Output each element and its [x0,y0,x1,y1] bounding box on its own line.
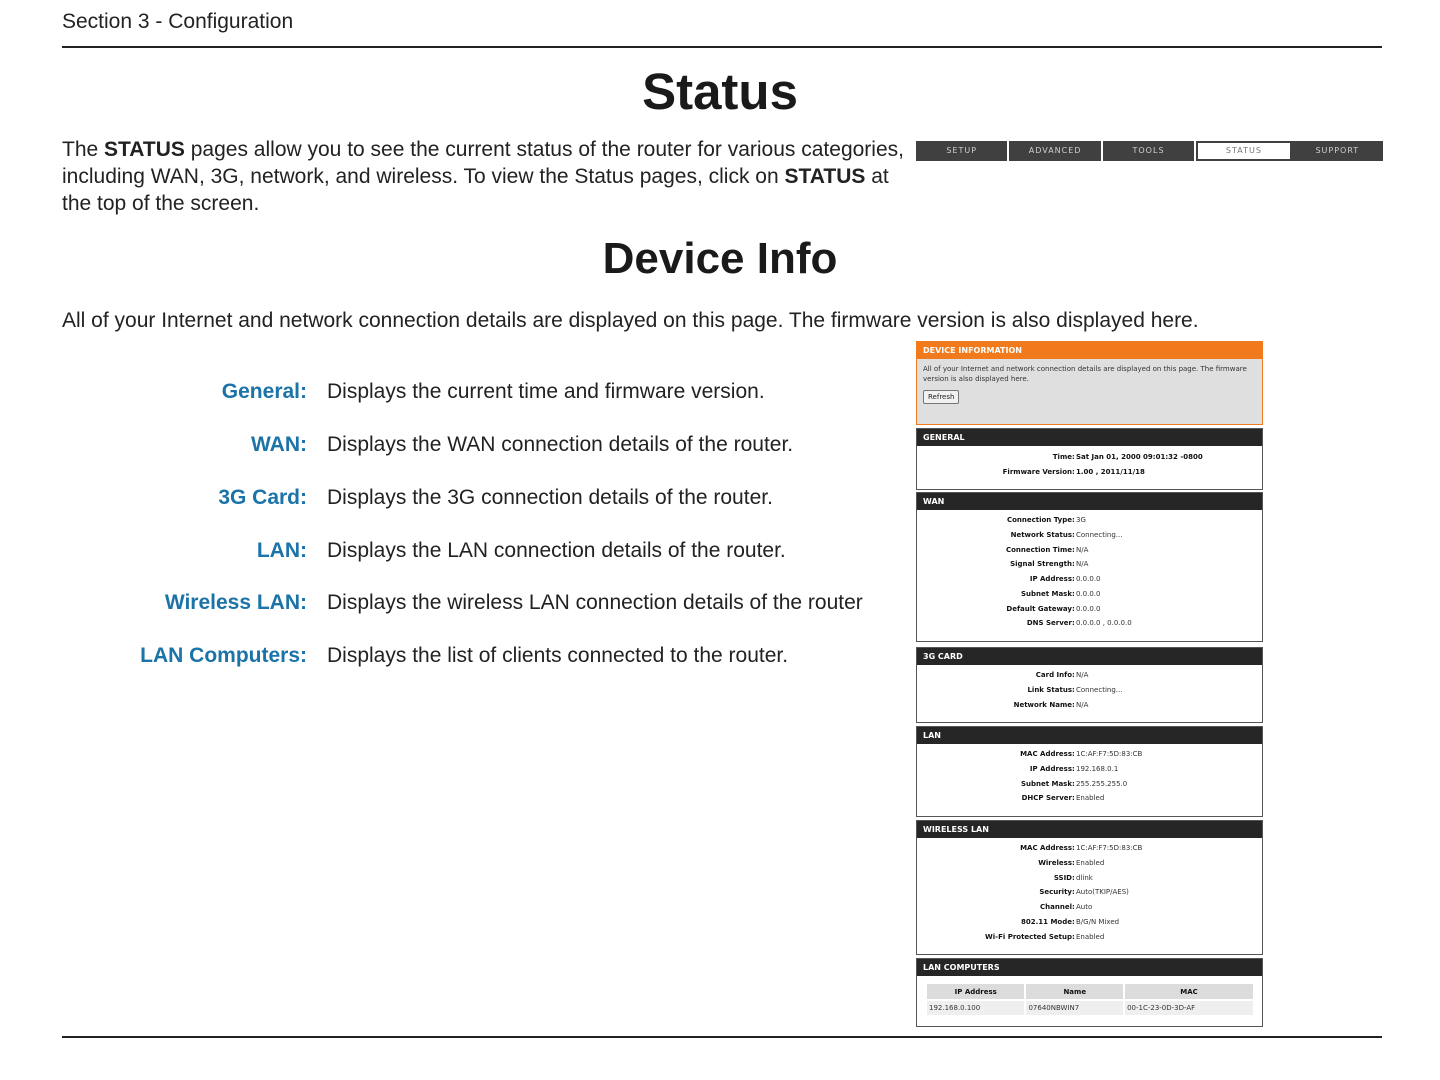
box-title: WIRELESS LAN [917,821,1262,838]
tab-support[interactable]: SUPPORT [1315,146,1360,155]
kv-key: Security [1039,888,1072,897]
kv-value: Enabled [1076,932,1105,941]
intro-bold-2: STATUS [784,165,866,188]
definition-desc: Displays the current time and firmware version. [327,380,765,403]
kv-row: Wireless : Enabled [917,856,1262,871]
wan-box [916,492,1263,642]
definition-wireless-lan [0,591,900,621]
box-title: LAN COMPUTERS [917,959,1262,976]
kv-value: Sat Jan 01, 2000 09:01:32 -0800 [1076,453,1203,461]
tab-tools[interactable]: TOOLS [1103,141,1196,161]
lan-computers-box [916,958,1263,1027]
kv-key: Connection Time [1005,545,1072,554]
lan-computers-table [925,982,1255,1017]
kv-value: 0.0.0.0 , 0.0.0.0 [1076,619,1132,628]
definition-lan [0,539,900,569]
kv-row: MAC Address : 1C:AF:F7:5D:83:CB [917,841,1262,856]
device-info-intro: All of your Internet and network connection details are displayed on this page. The firmware version is also displayed here. [62,309,1199,332]
kv-row: Card Info : N/A [917,668,1262,683]
kv-value: N/A [1076,545,1089,554]
3g-card-box [916,647,1263,723]
table-cell: 00-1C-23-0D-3D-AF [1125,1001,1253,1015]
kv-value: 0.0.0.0 [1076,575,1101,583]
kv-row: Network Status : Connecting... [917,528,1262,543]
column-header: IP Address [927,984,1024,999]
device-information-text: All of your Internet and network connection details are displayed on this page. The firmware version is also displayed here. [923,365,1247,383]
intro-text-1: The [62,138,105,161]
kv-row: Wi-Fi Protected Setup : Enabled [917,930,1262,945]
kv-value: Auto(TKIP/AES) [1076,888,1129,897]
definition-3g-card [0,486,900,516]
definition-lan-computers [0,644,900,674]
intro-paragraph [62,136,907,217]
kv-value: Connecting... [1076,685,1123,694]
definition-term: WAN: [251,433,307,456]
kv-row: Time : Sat Jan 01, 2000 09:01:32 -0800 [917,450,1262,465]
bottom-rule [62,1036,1382,1038]
kv-row: MAC Address : 1C:AF:F7:5D:83:CB [917,747,1262,762]
general-box [916,428,1263,490]
definition-term: Wireless LAN: [164,591,307,614]
kv-key: 802.11 Mode [1021,917,1072,926]
box-title: DEVICE INFORMATION [917,342,1262,359]
definition-desc: Displays the 3G connection details of the router. [327,486,773,509]
intro-bold-1: STATUS [104,138,185,161]
kv-value: B/G/N Mixed [1076,917,1120,926]
kv-key: Subnet Mask [1020,779,1072,788]
device-information-box [916,341,1263,425]
kv-key: Connection Type [1006,516,1072,524]
kv-key: Subnet Mask [1020,589,1072,598]
page-title: Status [642,63,798,120]
kv-key: Wi-Fi Protected Setup [985,932,1072,941]
kv-value: 192.168.0.1 [1076,764,1119,773]
table-cell: 07640NBWIN7 [1026,1001,1123,1015]
definition-desc: Displays the list of clients connected to the router. [327,644,789,667]
kv-key: IP Address [1029,764,1072,773]
kv-value: 1C:AF:F7:5D:83:CB [1076,750,1143,758]
kv-key: Link Status [1027,685,1072,694]
kv-key: Signal Strength [1010,560,1072,569]
section-subtitle: Device Info [602,234,838,283]
intro-text-2: pages allow you to see the current status of the router for various categories, including WAN, 3G, network, and wireless. To view the Status pages, click on [62,138,904,188]
kv-row: Connection Time : N/A [917,543,1262,558]
kv-row: 802.11 Mode : B/G/N Mixed [917,915,1262,930]
tab-advanced[interactable]: ADVANCED [1009,141,1102,161]
kv-value: 255.255.255.0 [1076,779,1128,788]
column-header: MAC [1125,984,1253,999]
tab-setup[interactable]: SETUP [916,141,1009,161]
kv-value: 1C:AF:F7:5D:83:CB [1076,844,1143,852]
kv-value: Auto [1076,903,1093,911]
kv-value: 0.0.0.0 [1076,604,1101,613]
definition-desc: Displays the LAN connection details of the router. [327,539,786,562]
definition-term: General: [221,380,307,403]
kv-row: SSID : dlink [917,871,1262,886]
kv-key: Wireless [1038,858,1072,867]
definition-desc: Displays the WAN connection details of the router. [327,433,794,456]
kv-key: Firmware Version [1002,467,1072,476]
kv-key: SSID [1053,873,1072,882]
kv-key: Time [1052,453,1072,461]
top-rule [62,46,1382,48]
kv-row: Subnet Mask : 255.255.255.0 [917,777,1262,792]
kv-key: DNS Server [1026,619,1072,628]
kv-value: N/A [1076,671,1089,679]
definition-term: 3G Card: [218,486,307,509]
wireless-lan-box [916,820,1263,955]
definition-term: LAN Computers: [140,644,307,667]
kv-row: Connection Type : 3G [917,513,1262,528]
box-title: 3G CARD [917,648,1262,665]
kv-row: Subnet Mask : 0.0.0.0 [917,587,1262,602]
definition-term: LAN: [256,539,307,562]
table-header-row [927,984,1253,999]
kv-row: Channel : Auto [917,900,1262,915]
tab-status[interactable]: STATUS [1196,141,1291,161]
kv-value: Enabled [1076,794,1105,803]
definition-desc: Displays the wireless LAN connection details of the router [327,591,863,614]
kv-row: DHCP Server : Enabled [917,791,1262,806]
definition-general [0,380,900,410]
kv-row: Link Status : Connecting... [917,683,1262,698]
kv-key: MAC Address [1020,844,1072,852]
box-title: GENERAL [917,429,1262,446]
kv-value: N/A [1076,700,1089,709]
kv-row: Network Name : N/A [917,698,1262,713]
kv-value: Connecting... [1076,530,1123,539]
kv-key: IP Address [1029,575,1072,583]
kv-value: 0.0.0.0 [1076,589,1101,598]
kv-key: Network Status [1010,530,1072,539]
box-title: LAN [917,727,1262,744]
section-header: Section 3 - Configuration [62,10,294,33]
kv-value: N/A [1076,560,1089,569]
kv-value: 1.00 , 2011/11/18 [1076,467,1145,476]
kv-row: Firmware Version : 1.00 , 2011/11/18 [917,465,1262,480]
kv-row: Default Gateway : 0.0.0.0 [917,602,1262,617]
table-row [927,1001,1253,1015]
kv-key: DHCP Server [1021,794,1072,803]
kv-row: Security : Auto(TKIP/AES) [917,885,1262,900]
intro-text-3: at the top of the screen. [62,165,889,215]
refresh-button[interactable]: Refresh [923,390,959,404]
kv-key: Network Name [1013,700,1072,709]
kv-key: Channel [1040,903,1072,911]
kv-key: Default Gateway [1006,604,1072,613]
kv-row: IP Address : 192.168.0.1 [917,762,1262,777]
kv-value: dlink [1076,873,1093,882]
table-cell: 192.168.0.100 [927,1001,1024,1015]
box-title: WAN [917,493,1262,510]
kv-key: MAC Address [1020,750,1072,758]
kv-value: Enabled [1076,858,1105,867]
kv-row: DNS Server : 0.0.0.0 , 0.0.0.0 [917,616,1262,631]
kv-row: IP Address : 0.0.0.0 [917,572,1262,587]
router-nav-bar [916,141,1383,161]
column-header: Name [1026,984,1123,999]
lan-box [916,726,1263,817]
kv-row: Signal Strength : N/A [917,557,1262,572]
definition-wan [0,433,900,463]
kv-key: Card Info [1035,671,1072,679]
kv-value: 3G [1076,516,1086,524]
